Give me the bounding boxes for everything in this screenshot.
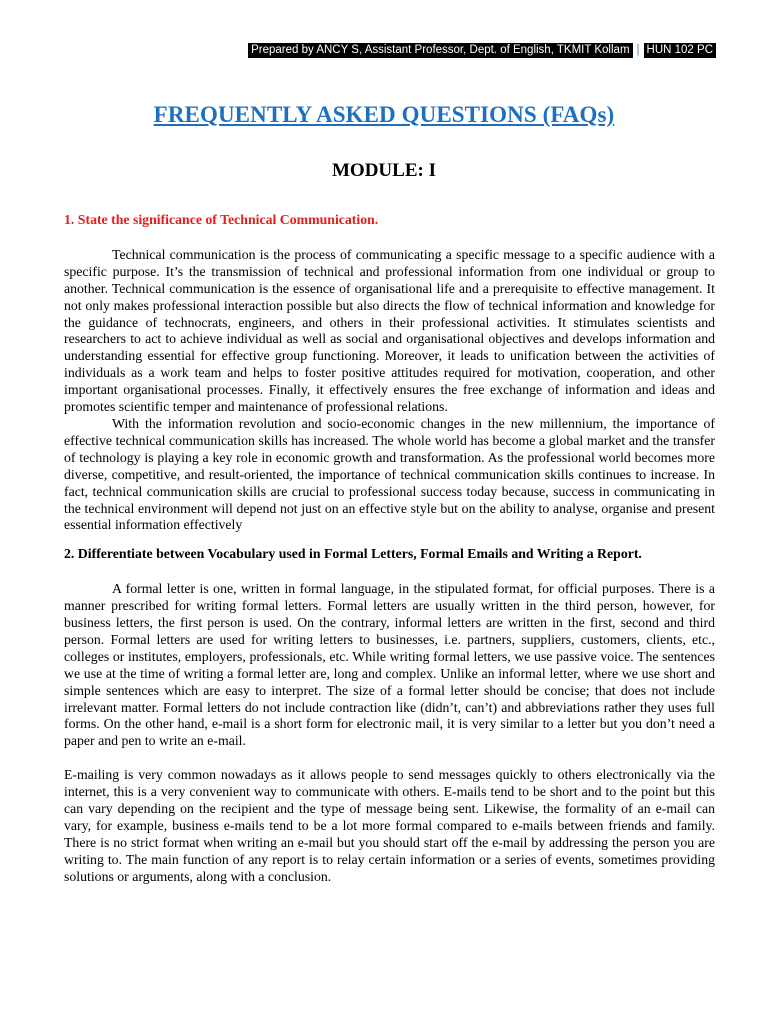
question-2-paragraph-1: A formal letter is one, written in formal language, in the stipulated format, for official purposes. There is a manner prescribed for writing formal letters. Formal letters are usually written in the third person, however, for business letters, the first person is used. On the contrary, informal letters are written in the first, second and third person. Formal letters are used for writing letters to businesses, i.e. partners, suppliers, customers, clients, etc., colleges or institutes, employers, professionals, etc. While writing formal letters, we use passive voice. The sentences we use at the time of writing a formal letter are, long and complex. Unlike an informal letter, where we use short and simple sentences which are easy to interpret. The size of a formal letter should be concise; that does not include irrelevant matter. Formal letters do not include contraction like (didn’t, can’t) and abbreviations rather they uses full forms. On the other hand, e-mail is a short form for electronic mail, it is very similar to a letter but you don’t need a paper and pen to write an e-mail.: [64, 581, 715, 749]
question-1-heading: 1. State the significance of Technical Communication.: [64, 212, 379, 227]
module-heading: MODULE: I: [332, 160, 436, 181]
spacer: [64, 534, 715, 546]
spacer: [64, 750, 715, 767]
question-2-heading: 2. Differentiate between Vocabulary used in Formal Letters, Formal Emails and Writing a Report.: [64, 546, 642, 562]
header-course-code: HUN 102 PC: [644, 43, 716, 58]
question-1-paragraph-1: Technical communication is the process of communicating a specific message to a specific audience with a specific purpose. It’s the transmission of technical and professional information from one individual or group to another. Technical communication is the essence of organisational life and a prerequisite to effective management. It not only makes professional interaction possible but also directs the flow of technical information and knowledge for the guidance of technocrats, engineers, and others in their professional activities. It stimulates scientists and researchers to act to achieve individual as well as social and organisational objectives and develops information and understanding essential for effective group functioning. Moreover, it leads to unification between the activities of individuals as a work team and helps to foster positive attitudes required for motivation, cooperation, and other important organisational processes. Finally, it effectively ensures the free exchange of information and ideas and promotes scientific temper and maintenance of professional relations.: [64, 246, 715, 415]
header-author-label: Prepared by ANCY S, Assistant Professor, Dept. of English, TKMIT Kollam: [248, 43, 632, 58]
question-1-paragraph-2: With the information revolution and socio-economic changes in the new millennium, the importance of effective technical communication skills has increased. The whole world has become a global market and the transfer of technology is playing a key role in economic growth and transformation. As the professional world becomes more diverse, competitive, and result-oriented, the importance of technical communication skills continues to increase. In fact, technical communication skills are crucial to professional success today because, success in communicating in the technical environment will depend not just on an effective style but on the ability to analyse, organise and present essential information effectively: [64, 415, 715, 533]
page-header: [248, 43, 716, 58]
document-body: [64, 212, 715, 886]
header-separator: |: [636, 44, 640, 56]
document-title: FREQUENTLY ASKED QUESTIONS (FAQs): [153, 102, 615, 127]
question-2-paragraph-2: E-mailing is very common nowadays as it allows people to send messages quickly to others electronically via the internet, this is a very convenient way to communicate with others. E-mails tend to be short and to the point but this can vary depending on the recipient and the type of message being sent. Likewise, the formality of an e-mail can vary, for example, business e-mails tend to be a lot more formal compared to e-mails between friends and family. There is no strict format when writing an e-mail but you should start off the e-mail by addressing the person you are writing to. The main function of any report is to relay certain information or a series of events, sometimes providing solutions or arguments, along with a conclusion.: [64, 767, 715, 884]
